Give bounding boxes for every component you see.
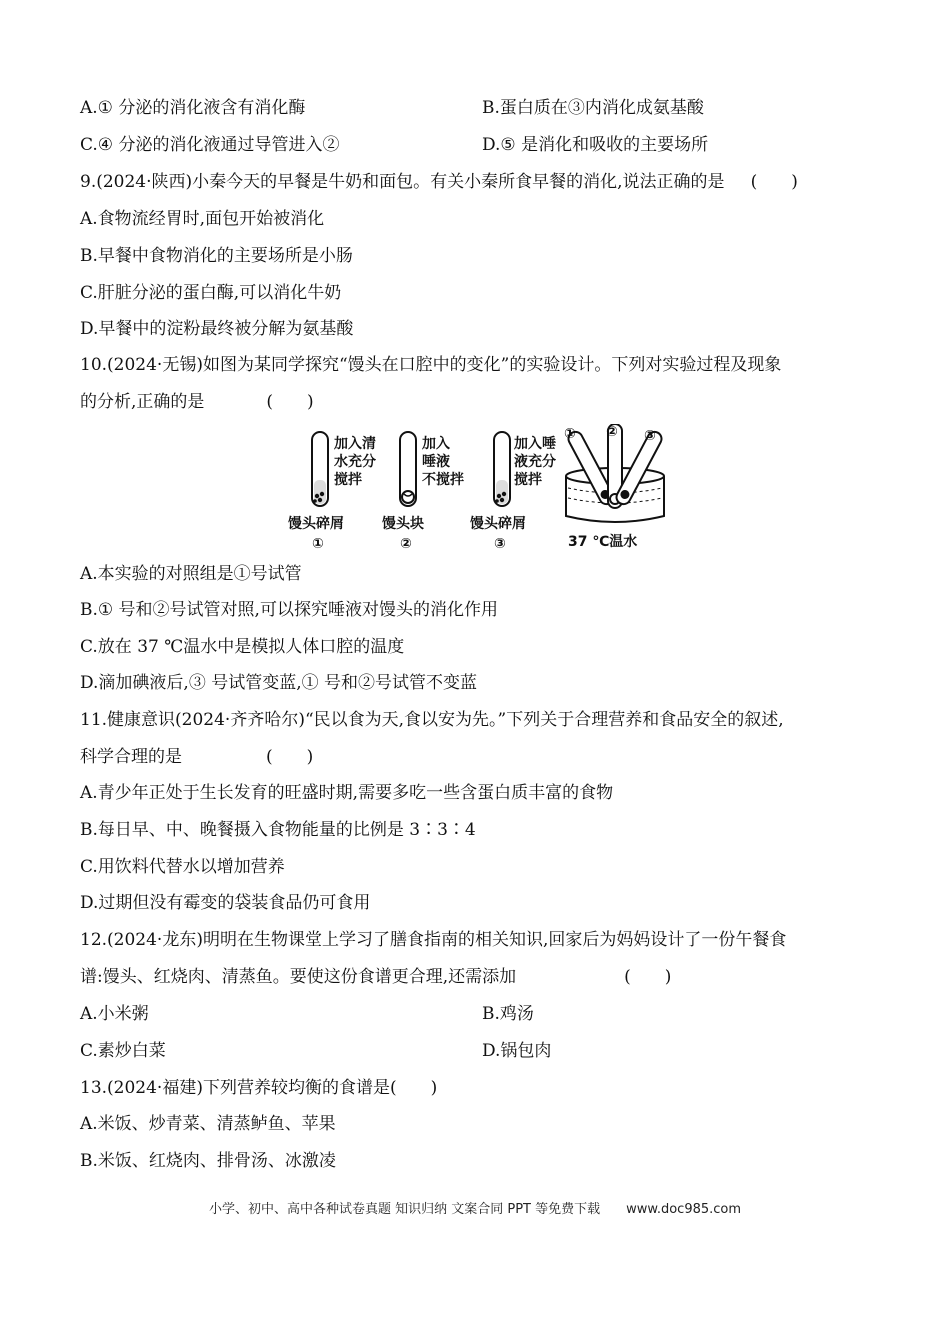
tube2-number: ② [400,536,412,552]
footer-text: 小学、初中、高中各种试卷真题 知识归纳 文案合同 PPT 等免费下载 [208,1202,601,1217]
q13-option-b: B.米饭、红烧肉、排骨汤、冰激凌 [80,1151,336,1171]
tube2-note-line1: 加入 [422,436,450,452]
footer-url[interactable]: www.doc985.com [626,1202,742,1217]
q9-stem-text: 9.(2024·陕西)小秦今天的早餐是牛奶和面包。有关小秦所食早餐的消化,说法正确的是 [80,172,725,192]
page-footer [0,1198,950,1217]
q12-stem-line2 [80,966,671,988]
q12-option-d: D.锅包肉 [482,1041,552,1061]
q11-stem-text: 科学合理的是 [80,747,182,767]
q10-answer-blank: ( ) [266,392,314,412]
q12-option-a: A.小米粥 [80,1004,149,1024]
q8-option-b: B.蛋白质在③内消化成氨基酸 [482,98,704,118]
q8-option-d: D.⑤ 是消化和吸收的主要场所 [482,135,709,155]
tube1-note-line2: 水充分 [334,454,376,470]
q10-stem-line2 [80,391,314,413]
test-tube-3 [494,432,510,506]
bath-tube2-number: ② [606,424,618,440]
q9-option-a: A.食物流经胃时,面包开始被消化 [80,209,325,229]
tube1-number: ① [312,536,324,552]
q13-option-a: A.米饭、炒青菜、清蒸鲈鱼、苹果 [80,1114,336,1134]
q12-stem-line1: 12.(2024·龙东)明明在生物课堂上学习了膳食指南的相关知识,回家后为妈妈设计了一份午餐食 [80,930,787,950]
q12-stem-text: 谱:馒头、红烧肉、清蒸鱼。要使这份食谱更合理,还需添加 [80,967,517,987]
tube2-note-line2: 唾液 [422,454,450,470]
q12-answer-blank: ( ) [624,967,672,987]
bath-tube1-number: ① [564,426,576,442]
test-tube-2 [400,432,416,506]
q8-option-c: C.④ 分泌的消化液通过导管进入② [80,135,340,155]
q11-stem-line1: 11.健康意识(2024·齐齐哈尔)“民以食为天,食以安为先。”下列关于合理营养和食品安全的叙述, [80,710,784,730]
tube1-note-line3: 搅拌 [334,472,362,488]
q10-option-d: D.滴加碘液后,③ 号试管变蓝,① 号和②号试管不变蓝 [80,673,478,693]
q9-option-d: D.早餐中的淀粉最终被分解为氨基酸 [80,319,354,339]
test-tube-1 [312,432,328,506]
q9-option-b: B.早餐中食物消化的主要场所是小肠 [80,246,353,266]
tube3-note-line3: 搅拌 [514,472,542,488]
tube3-label: 馒头碎屑 [470,516,526,532]
q12-option-c: C.素炒白菜 [80,1041,166,1061]
q13-stem-text: 13.(2024·福建)下列营养较均衡的食谱是 [80,1078,390,1098]
q8-option-a: A.① 分泌的消化液含有消化酶 [80,98,306,118]
q13-answer-blank: ( ) [389,1078,438,1098]
q11-option-d: D.过期但没有霉变的袋装食品仍可食用 [80,893,371,913]
tube2-label: 馒头块 [382,516,424,532]
q10-option-a: A.本实验的对照组是①号试管 [80,564,302,584]
q9-option-c: C.肝脏分泌的蛋白酶,可以消化牛奶 [80,283,342,303]
q10-option-c: C.放在 37 ℃温水中是模拟人体口腔的温度 [80,637,405,657]
q11-option-c: C.用饮料代替水以增加营养 [80,857,285,877]
q11-stem-line2 [80,746,313,768]
q10-stem-line1: 10.(2024·无锡)如图为某同学探究“馒头在口腔中的变化”的实验设计。下列对实验过程及现象 [80,355,782,375]
q13-stem [80,1077,437,1099]
q11-option-a: A.青少年正处于生长发育的旺盛时期,需要多吃一些含蛋白质丰富的食物 [80,783,614,803]
tube1-note-line1: 加入清 [334,436,376,452]
q11-option-b: B.每日早、中、晚餐摄入食物能量的比例是 3∶3∶4 [80,820,476,840]
tube1-label: 馒头碎屑 [288,516,344,532]
tube3-note-line2: 液充分 [514,454,556,470]
q12-option-b: B.鸡汤 [482,1004,534,1024]
tube3-note-line1: 加入唾 [514,436,556,452]
q9-answer-blank: ( ) [750,172,798,192]
tube3-number: ③ [494,536,506,552]
bath-label: 37 ℃温水 [568,534,638,550]
q9-stem [80,171,798,193]
tube2-note-line3: 不搅拌 [422,472,464,488]
bath-tube3-number: ③ [644,428,656,444]
q11-answer-blank: ( ) [266,747,314,767]
experiment-figure [284,424,676,554]
q10-stem-text: 的分析,正确的是 [80,392,205,412]
q10-option-b: B.① 号和②号试管对照,可以探究唾液对馒头的消化作用 [80,600,498,620]
